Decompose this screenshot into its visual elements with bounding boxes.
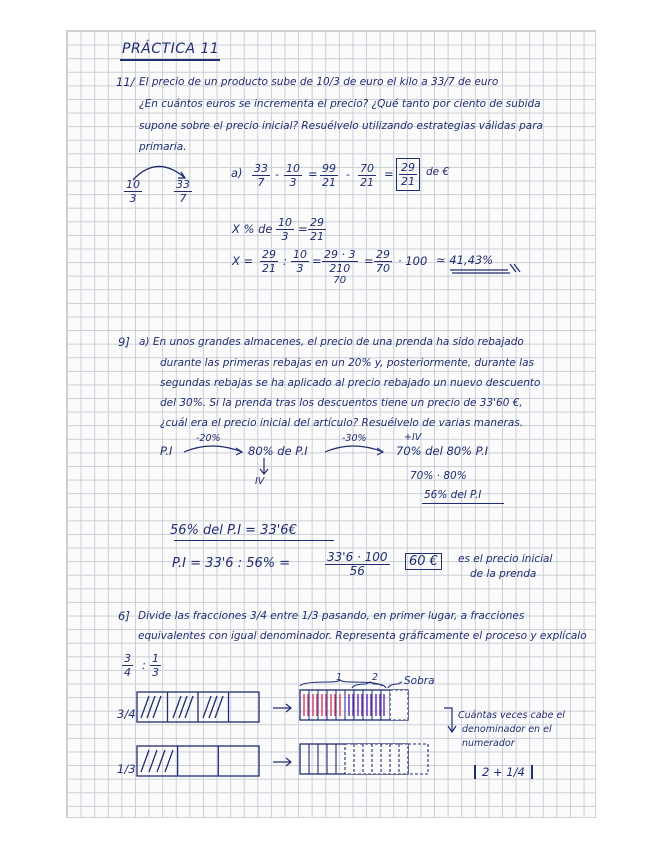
p11-eq3-f2: $\frac{10}{3}$ [293, 248, 307, 275]
p11-line-3: supone sobre el precio inicial? Resuélvelo utilizando estrategias válidas para [139, 120, 543, 132]
p6-brace-1: 1 [336, 672, 343, 683]
bar-four-twelfths [300, 744, 428, 774]
p11-eq3-eq2: = [364, 254, 374, 268]
p9-down-arrow [258, 458, 270, 476]
title-underline [120, 59, 220, 61]
p9-arrow2-label: -30% [342, 433, 367, 444]
p9-number: 9] [118, 335, 130, 349]
p9-note-1: es el precio inicial [458, 553, 553, 565]
p11-eq3-eq1: = [312, 254, 322, 268]
p9-line-3: segundas rebajas se ha aplicado al precio rebajado un nuevo descuento [160, 377, 541, 389]
p9-line-1: a) En unos grandes almacenes, el precio de una prenda ha sido rebajado [139, 336, 524, 348]
p11-eq3-f1: $\frac{29}{21}$ [262, 248, 276, 275]
p6-note-2: denominador en el [462, 724, 552, 735]
p9-iv-down: IV [255, 476, 265, 487]
p6-label-13: 1/3 [117, 762, 136, 776]
p6-number: 6] [118, 609, 130, 623]
p11-eq1-f2: $\frac{10}{3}$ [286, 162, 300, 189]
page-title: PRÁCTICA 11 [122, 41, 220, 57]
p6-bracket [440, 706, 456, 740]
p6-sobra: Sobra [404, 675, 435, 687]
p11-line-1: El precio de un producto sube de 10/3 de euro el kilo a 33/7 de euro [139, 76, 499, 88]
p11-eq2-f2: $\frac{29}{21}$ [310, 216, 324, 243]
p6-bars-equivalent [298, 680, 434, 780]
p11-frac-from: $\frac{10}{3}$ [126, 178, 140, 205]
p11-line-4: primaria. [139, 141, 187, 153]
p9-eq2-result: 60 € [405, 553, 442, 570]
p9-line-5: ¿cuál era el precio inicial del artículo? Resuélvelo de varias maneras. [160, 417, 524, 429]
p9-eq1-underline [174, 540, 334, 541]
p11-line-2: ¿En cuántos euros se incrementa el precio? ¿Qué tanto por ciento de subida [139, 98, 541, 110]
p11-eq1-minus2: - [346, 167, 351, 181]
p9-calc2-underline [422, 503, 504, 504]
p11-eq1-f1: $\frac{33}{7}$ [254, 162, 268, 189]
p9-calc2: 56% del P.I [424, 489, 482, 501]
p11-eq1-eq2: = [384, 167, 394, 181]
p6-note-1: Cuántas veces cabe el [458, 710, 565, 721]
p9-eq2-lhs: P.I = 33'6 : 56% = [172, 556, 291, 571]
p11-eq2-f1: $\frac{10}{3}$ [278, 216, 292, 243]
p11-eq2-lhs: X % de [232, 222, 273, 236]
p11-result-underline [450, 262, 522, 276]
p11-eq1-f4: $\frac{70}{21}$ [360, 162, 374, 189]
p11-eq1-eq1: = [308, 167, 318, 181]
p9-pi: P.I [160, 444, 173, 458]
p9-arrow1-label: -20% [196, 433, 221, 444]
p6-transform-arrows [271, 698, 297, 768]
p11-eq3-f3: 29 · 3 210 70 [324, 248, 356, 286]
p6-line-1: Divide las fracciones 3/4 entre 1/3 pasando, en primer lugar, a fracciones [138, 610, 525, 622]
p9-eq1: 56% del P.I = 33'6€ [170, 523, 297, 538]
p9-note-2: de la prenda [470, 568, 537, 580]
p6-line-2: equivalentes con igual denominador. Representa gráficamente el proceso y explícalo [138, 630, 587, 642]
p9-arrow2 [325, 440, 387, 456]
p11-eq3-lhs: X = [232, 254, 254, 268]
p9-eq2-frac: $\frac{33'6 \cdot 100}{56}$ [327, 550, 388, 578]
p11-frac-to: $\frac{33}{7}$ [176, 178, 190, 205]
p11-eq2-eq: = [298, 222, 308, 236]
bar-one-third [137, 746, 259, 776]
p11-eq3-result: ≃ 41,43% [436, 253, 494, 267]
p9-step1: 80% de P.I [248, 444, 308, 458]
p6-div: : [142, 658, 146, 672]
p11-eq1-f3: $\frac{99}{21}$ [322, 162, 336, 189]
bar-three-quarters [137, 692, 259, 722]
p11-eq1-unit: de € [426, 166, 450, 178]
p11-number: 11/ [116, 75, 135, 89]
p11-eq3-times: · 100 [398, 254, 428, 268]
p11-eq3-div: : [283, 254, 287, 268]
p6-frac-a: $\frac{3}{4}$ [124, 652, 131, 679]
p11-eq1-result: $\frac{29}{21}$ [396, 158, 420, 191]
p9-line-4: del 30%. Si la prenda tras los descuentos tiene un precio de 33'60 €, [160, 397, 523, 409]
brace-marks [300, 680, 402, 688]
p9-calc1: 70% · 80% [410, 470, 467, 482]
p6-frac-b: $\frac{1}{3}$ [152, 652, 159, 679]
p11-part-a: a) [231, 166, 243, 180]
p9-line-2: durante las primeras rebajas en un 20% y, posteriormente, durante las [160, 357, 535, 369]
p6-brace-2: 2 [372, 672, 379, 683]
p6-note-3: numerador [462, 738, 515, 749]
p6-answer: 2 + 1/4 [474, 765, 533, 779]
p9-iv-top: +IV [404, 432, 422, 443]
bar-nine-twelfths [300, 690, 408, 720]
p9-step2: 70% del 80% P.I [396, 444, 489, 458]
p6-bars-original [135, 690, 270, 780]
p6-label-34: 3/4 [117, 707, 136, 721]
p11-eq3-f4: $\frac{29}{70}$ [376, 248, 390, 275]
p9-arrow1 [184, 440, 246, 456]
p11-eq1-minus1: - [275, 167, 280, 181]
